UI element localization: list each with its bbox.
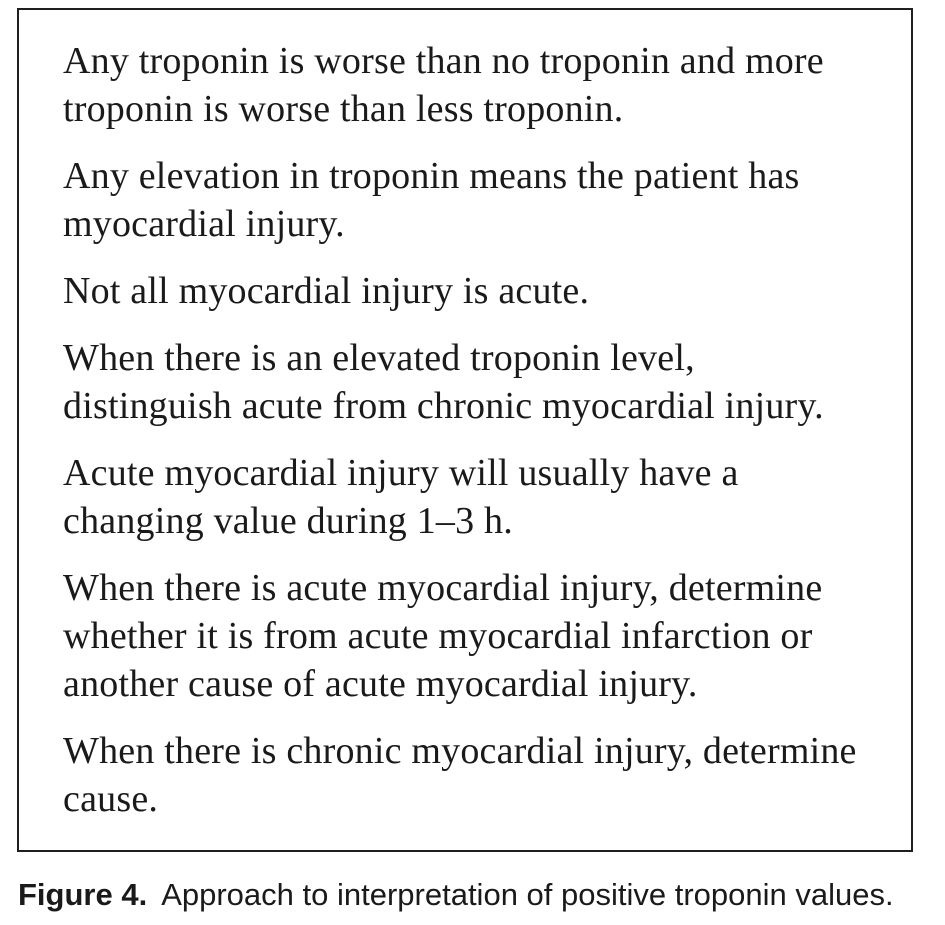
figure-label: Figure 4. [18,877,148,912]
paragraph-1: Any troponin is worse than no troponin and more troponin is worse than less troponin. [63,40,824,130]
paragraph-6: When there is acute myocardial injury, determine whether it is from acute myocardial infarction or another cause of acute myocardial injury. [63,567,823,705]
paragraph-3: Not all myocardial injury is acute. [63,270,590,312]
text-box [17,8,913,852]
caption-text: Approach to interpretation of positive troponin values. [161,877,894,912]
paragraph-2: Any elevation in troponin means the patient has myocardial injury. [63,155,800,245]
paragraph-4: When there is an elevated troponin level, distinguish acute from chronic myocardial injury. [63,337,824,427]
paragraph-5: Acute myocardial injury will usually have a changing value during 1–3 h. [63,452,739,542]
figure-caption [18,875,938,915]
paragraph-7: When there is chronic myocardial injury, determine cause. [63,730,857,820]
